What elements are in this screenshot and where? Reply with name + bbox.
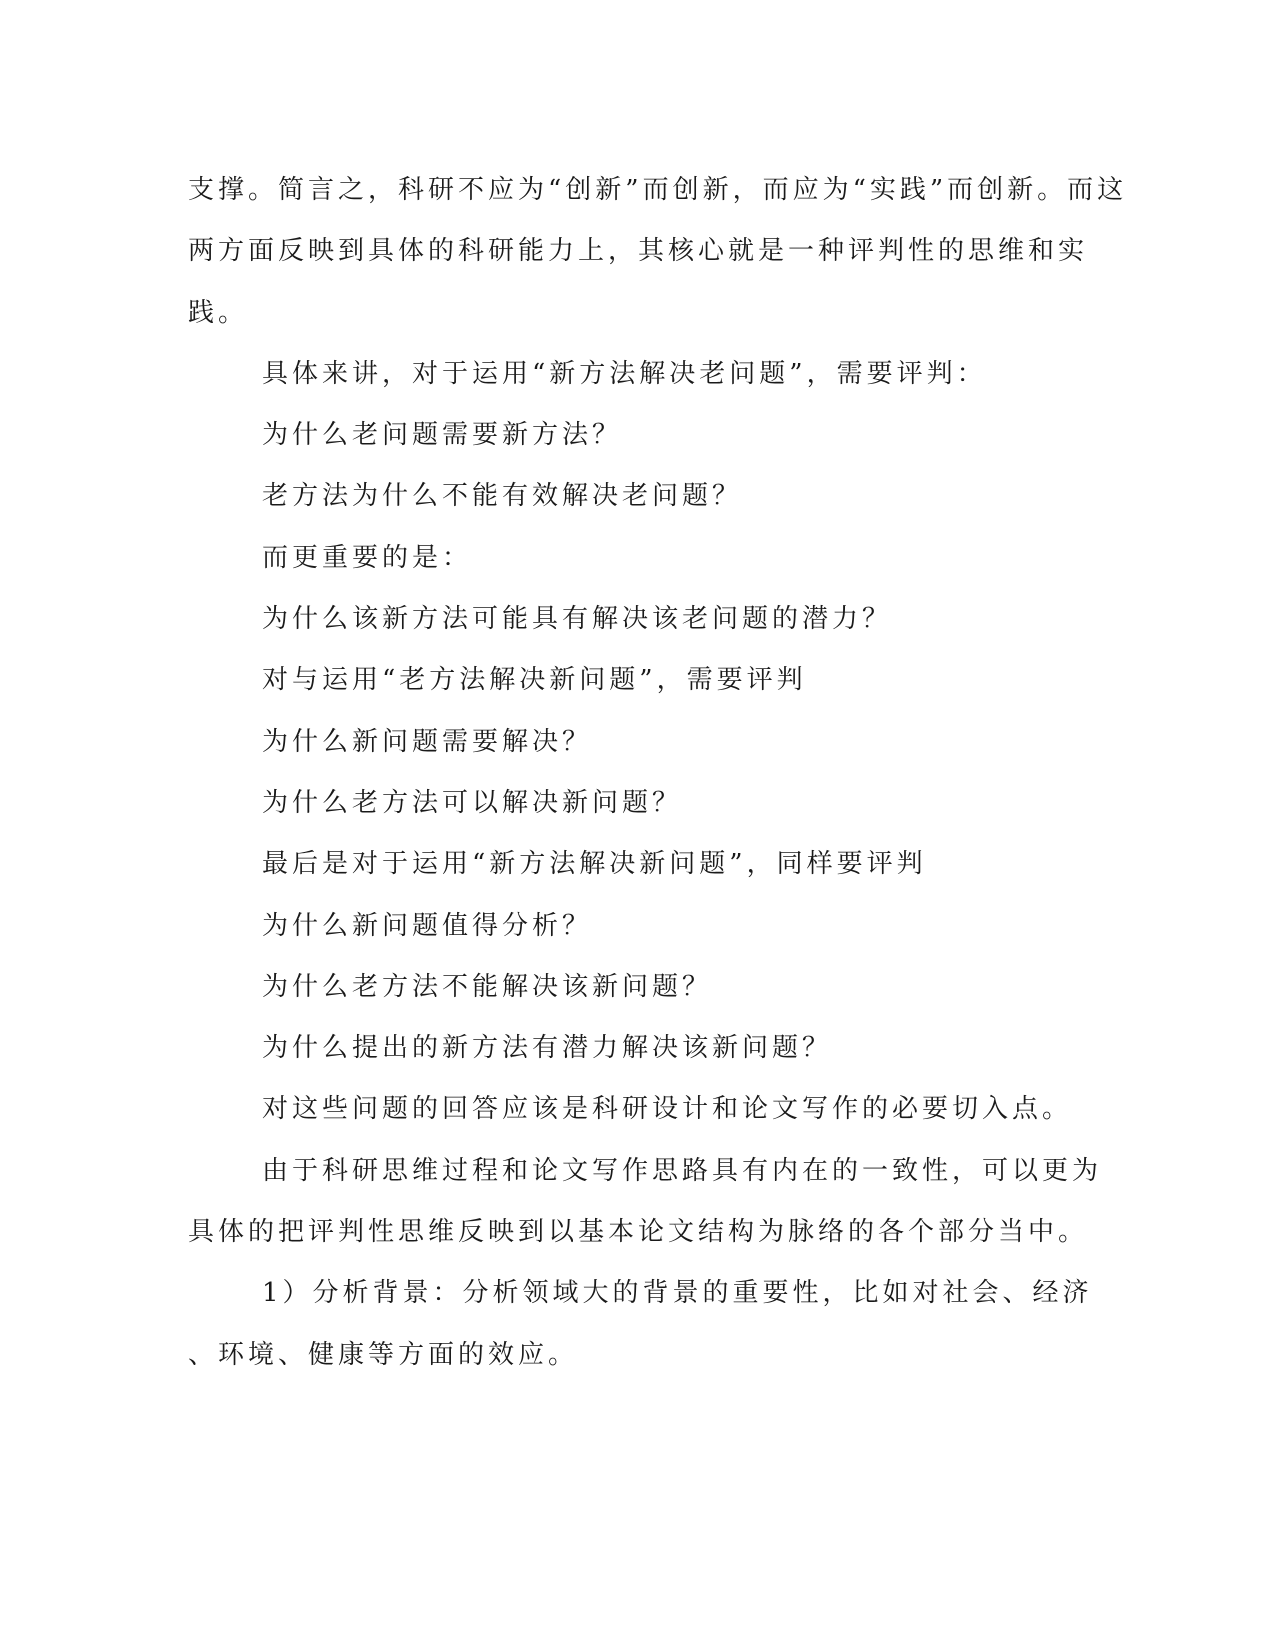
text-line: 为什么老方法不能解决该新问题？	[262, 971, 713, 1002]
text-line: 而更重要的是：	[262, 542, 473, 573]
text-line: 为什么提出的新方法有潜力解决该新问题？	[262, 1033, 833, 1064]
text-line: 由于科研思维过程和论文写作思路具有内在的一致性，可以更为	[262, 1155, 1103, 1186]
text-line: 支撑。简言之，科研不应为“创新”而创新，而应为“实践”而创新。而这	[188, 175, 1128, 205]
text-line: 对这些问题的回答应该是科研设计和论文写作的必要切入点。	[262, 1094, 1073, 1125]
text-line: 两方面反映到具体的科研能力上，其核心就是一种评判性的思维和实	[188, 236, 1089, 267]
text-line: 为什么新问题需要解决？	[262, 726, 593, 757]
text-line: 具体来讲，对于运用“新方法解决老问题”，需要评判：	[262, 358, 987, 389]
text-line: 践。	[188, 297, 249, 328]
text-line: 对与运用“老方法解决新问题”，需要评判	[262, 665, 807, 696]
text-line: 老方法为什么不能有效解决老问题？	[262, 481, 743, 512]
text-line: 最后是对于运用“新方法解决新问题”，同样要评判	[262, 849, 927, 880]
text-line: 1）分析背景：分析领域大的背景的重要性，比如对社会、经济	[262, 1278, 1093, 1309]
text-line: 具体的把评判性思维反映到以基本论文结构为脉络的各个部分当中。	[188, 1217, 1089, 1248]
text-line: 为什么老问题需要新方法？	[262, 420, 623, 451]
body-text	[188, 160, 1128, 1386]
text-line: 、环境、健康等方面的效应。	[188, 1339, 579, 1370]
text-line: 为什么该新方法可能具有解决该老问题的潜力？	[262, 604, 893, 635]
text-line: 为什么老方法可以解决新问题？	[262, 787, 683, 818]
text-line: 为什么新问题值得分析？	[262, 910, 593, 941]
